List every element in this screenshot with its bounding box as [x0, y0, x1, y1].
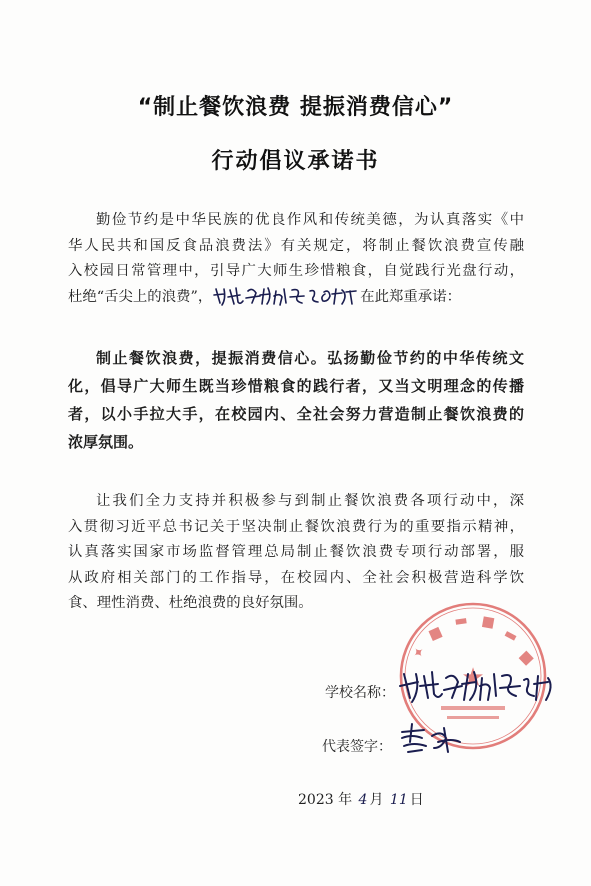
svg-text:★: ★ [461, 663, 485, 693]
handwritten-school-name-inline [212, 285, 360, 307]
date [298, 789, 424, 809]
svg-text:▬: ▬ [453, 612, 469, 630]
date-day-label: 日 [409, 792, 424, 808]
paragraph-2-line: 化，倡导广大师生既当珍惜粮食的践行者，又当文明理念的传播 [68, 377, 524, 395]
paragraph-1-line: 勤俭节约是中华民族的优良作风和传统美德，为认真落实《中 [96, 212, 524, 228]
date-day-handwritten: 11 [389, 792, 408, 808]
svg-text:■: ■ [516, 647, 537, 669]
paragraph-2-line: 浓厚氛围。 [68, 433, 144, 451]
title-line-2: 行动倡议承诺书 [211, 149, 380, 174]
handwritten-school-name [398, 668, 558, 708]
paragraph-1-last-suffix: 在此郑重承诺： [360, 288, 461, 305]
paragraph-2-bold [68, 344, 524, 456]
paragraph-3-line: 食、理性消费、杜绝浪费的良好氛围。 [68, 595, 313, 611]
paragraph-1-line: 华人民共和国反食品浪费法》有关规定，将制止餐饮浪费宣传融 [68, 237, 524, 254]
svg-text:▬: ▬ [501, 625, 521, 646]
paragraph-2-line: 者，以小手拉大手，在校园内、全社会努力营造制止餐饮浪费的 [68, 405, 524, 423]
paragraph-2-line: 制止餐饮浪费，提振消费信心。弘扬勤俭节约的中华传统文 [96, 349, 524, 367]
paragraph-3-line: 入贯彻习近平总书记关于坚决制止餐饮浪费行为的重要指示精神， [68, 518, 524, 535]
svg-text:■: ■ [480, 613, 497, 632]
title-line-1: “制止餐饮浪费 提振消费信心” [137, 95, 454, 120]
svg-text:✦: ✦ [409, 643, 429, 664]
paragraph-1-last-line [68, 285, 524, 311]
representative-signature-label: 代表签字： [322, 739, 392, 755]
paragraph-1-last-prefix: 杜绝“舌尖上的浪费”， [68, 288, 213, 305]
paragraph-1-line: 入校园日常管理中，引导广大师生珍惜粮食，自觉践行光盘行动， [68, 263, 524, 279]
paragraph-1 [68, 208, 524, 310]
date-month-label: 月 [369, 792, 384, 808]
paragraph-3-line: 让我们全力支持并积极参与到制止餐饮浪费各项行动中，深 [96, 493, 524, 509]
date-month-handwritten: 4 [358, 792, 368, 808]
paragraph-3-line: 从政府相关部门的工作指导，在校园内、全社会积极营造科学饮 [68, 569, 524, 586]
paragraph-3-line: 认真落实国家市场监督管理总局制止餐饮浪费专项行动部署，服 [68, 544, 524, 560]
handwritten-representative-signature [398, 722, 468, 758]
date-year: 2023 年 [298, 792, 353, 808]
school-name-label: 学校名称： [325, 685, 395, 701]
svg-text:■: ■ [426, 623, 445, 644]
